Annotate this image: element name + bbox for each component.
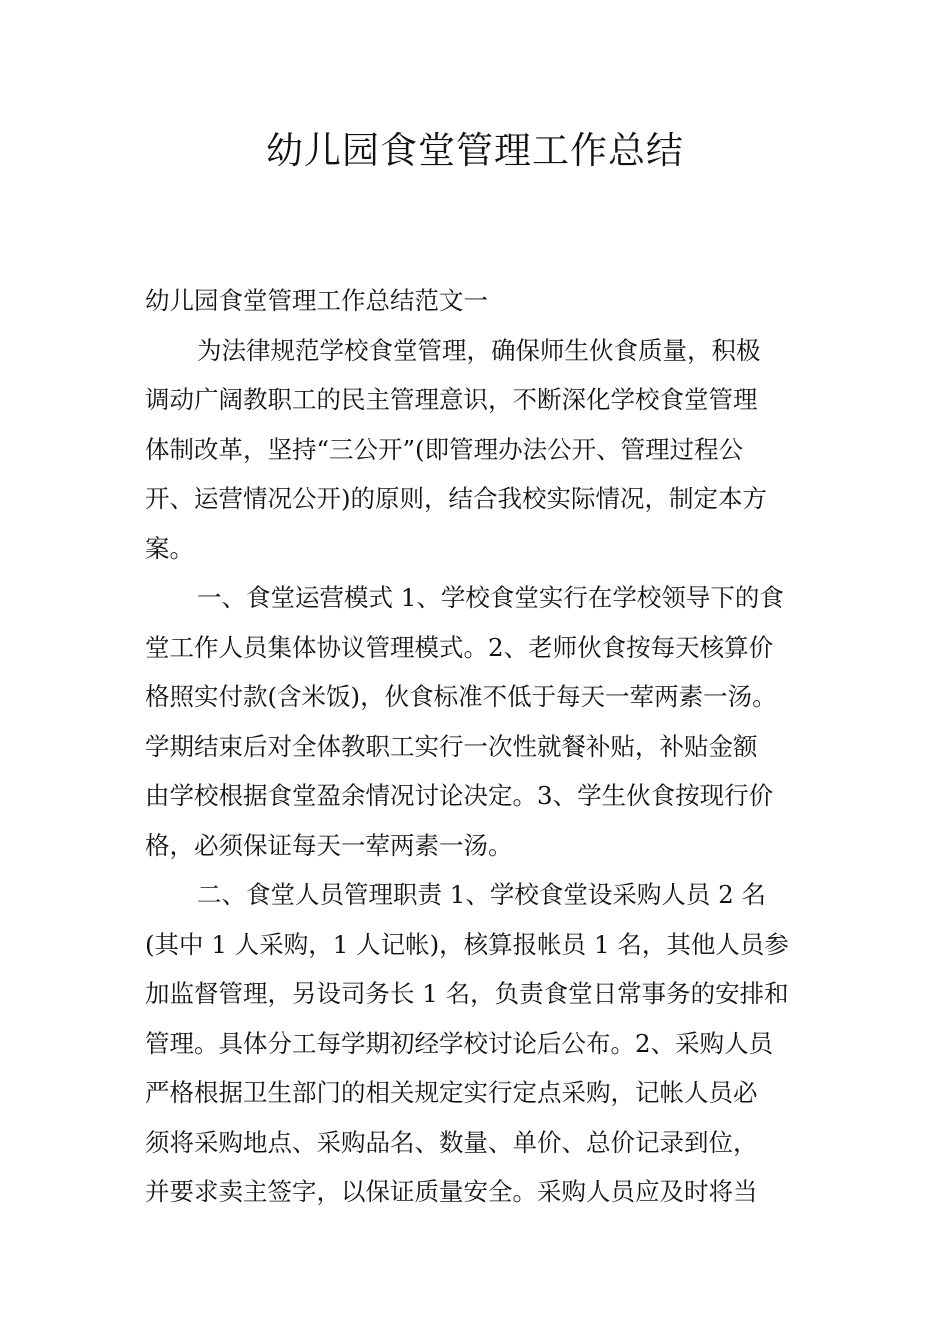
text-line: 并要求卖主签字，以保证质量安全。采购人员应及时将当 xyxy=(145,1177,758,1206)
text-line: 体制改革，坚持“三公开”(即管理办法公开、管理过程公 xyxy=(145,434,744,464)
document-subtitle: 幼儿园食堂管理工作总结范文一 xyxy=(145,286,488,315)
text-line: 管理。具体分工每学期初经学校讨论后公布。2、采购人员 xyxy=(145,1028,774,1058)
text-line: 由学校根据食堂盈余情况讨论决定。3、学生伙食按现行价 xyxy=(145,781,774,810)
paragraph-intro xyxy=(145,326,810,574)
text-line: 一、食堂运营模式 1、学校食堂实行在学校领导下的食 xyxy=(197,583,784,612)
text-line: 案。 xyxy=(145,533,194,563)
paragraph-staff-duties xyxy=(145,870,810,1217)
document-title: 幼儿园食堂管理工作总结 xyxy=(266,129,684,172)
text-line: 开、运营情况公开)的原则，结合我校实际情况，制定本方 xyxy=(145,484,768,513)
text-line: 格照实付款(含米饭)，伙食标准不低于每天一荤两素一汤。 xyxy=(145,682,777,711)
document-body xyxy=(145,276,810,1217)
text-line: 严格根据卫生部门的相关规定实行定点采购，记帐人员必 xyxy=(145,1078,758,1107)
text-line: 二、食堂人员管理职责 1、学校食堂设采购人员 2 名 xyxy=(197,880,767,909)
text-line: 为法律规范学校食堂管理，确保师生伙食质量，积极 xyxy=(197,335,761,365)
text-line: 须将采购地点、采购品名、数量、单价、总价记录到位， xyxy=(145,1127,758,1157)
text-line: 堂工作人员集体协议管理模式。2、老师伙食按每天核算价 xyxy=(145,632,774,662)
text-line: 格，必须保证每天一荤两素一汤。 xyxy=(145,830,513,860)
text-line: 学期结束后对全体教职工实行一次性就餐补贴，补贴金额 xyxy=(145,731,758,761)
text-line: (其中 1 人采购，1 人记帐)，核算报帐员 1 名，其他人员参 xyxy=(145,929,789,959)
paragraph-operation-mode xyxy=(145,573,810,870)
text-line: 加监督管理，另设司务长 1 名，负责食堂日常事务的安排和 xyxy=(145,979,789,1008)
text-line: 调动广阔教职工的民主管理意识，不断深化学校食堂管理 xyxy=(145,385,758,414)
